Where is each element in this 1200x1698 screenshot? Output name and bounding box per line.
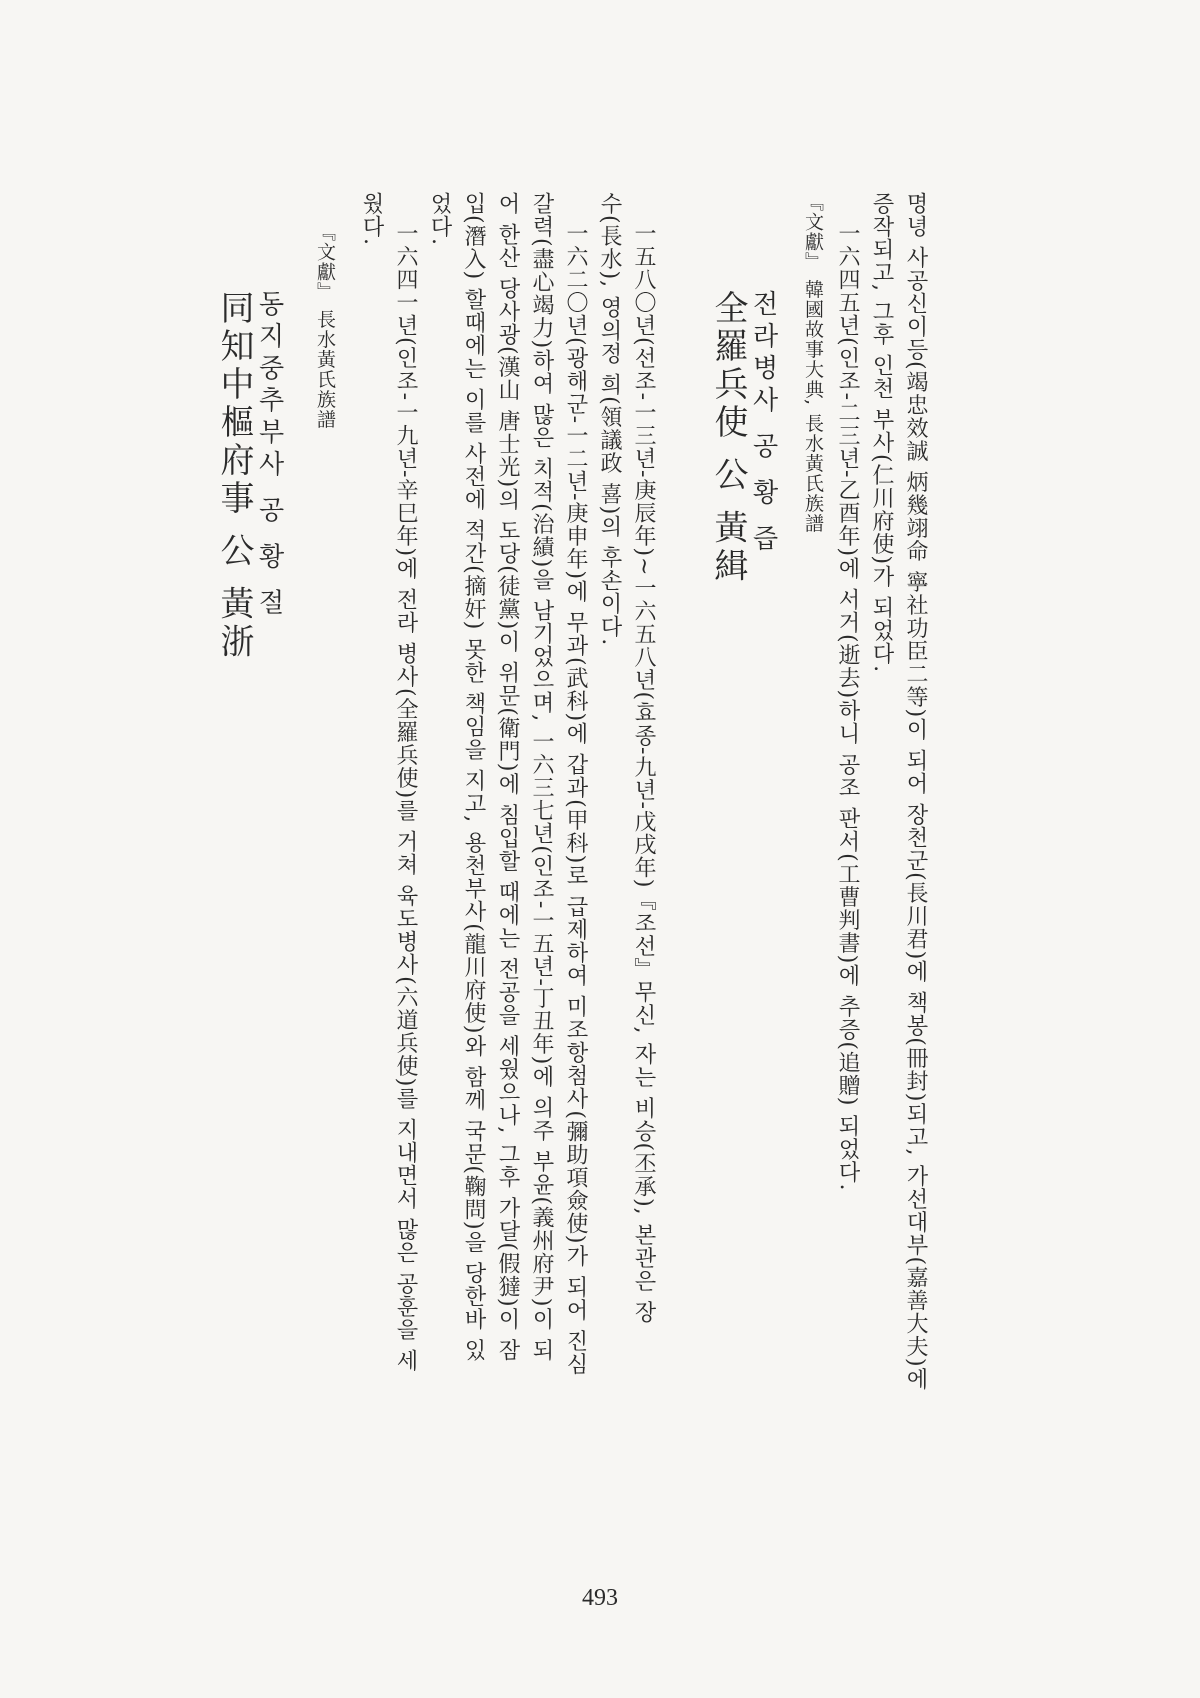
text-line: 一六四一년(인조-一九년-辛巳年)에 전라 병사(全羅兵使)를 거쳐 육도병사(六道兵使)를 지내면서 많은 공훈을 세 [393,222,418,1373]
text-line: 수(長水), 영의정 희(領議政 喜)의 후손이다. [597,192,622,647]
text-line: 一六二〇년(광해군-一二년-庚申年)에 무과(武科)에 갑과(甲科)로 급제하여 미조항첨사(彌助項僉使)가 되어 진심 [563,222,588,1376]
section-heading-hangul: 동지중추부사 공 황 절 [254,290,284,621]
text-line: 명녕 사공신이등(竭忠效誠 炳幾翊命 寧社功臣二等)이 되어 장천군(長川君)에 책봉(冊封)되고, 가선대부(嘉善大夫)에 [903,192,928,1391]
text-line: 어 한산 당사광(漢山 唐士光)의 도당(徒黨)이 위문(衛門)에 침입할 때에는 전공을 세웠으나, 그후 가달(假㺚)이 잠 [495,192,520,1362]
text-line: 一六四五년(인조-二三년-乙酉年)에 서거(逝去)하니 공조 판서(工曹判書)에 추증(追贈) 되었다. [835,222,860,1192]
section-heading: 同知中樞府事 公 黃浙 [214,290,254,662]
text-line: 입(潛入) 할때에는 이를 사전에 적간(摘奸) 못한 책임을 지고, 용천부사(龍川府使)와 함께 국문(鞠問)을 당한바 있 [461,192,486,1362]
text-line: 一五八〇년(선조-一三년-庚辰年)~一六五八년(효종-九년-戊戌年)『조선』무신, 자는 비승(丕承), 본관은 장 [631,222,656,1324]
text-line: 갈력(盡心竭力)하여 많은 치적(治績)을 남기었으며, 一六三七년(인조-一五년-丁丑年)에 의주 부윤(義州府尹)이 되 [529,192,554,1362]
source-citation: 『文獻』 長水黃氏族譜 [314,222,336,430]
text-line: 웠다. [359,192,384,246]
page-number: 493 [582,1585,618,1611]
source-citation: 『文獻』 韓國故事大典, 長水黃氏族譜 [802,192,824,534]
section-heading-hangul: 전라병사 공 황 즙 [748,290,778,557]
text-line: 증작되고, 그후 인천 부사(仁川府使)가 되었다. [869,192,894,674]
section-heading: 全羅兵使 公 黃緝 [708,290,748,586]
text-line: 었다. [427,192,452,246]
